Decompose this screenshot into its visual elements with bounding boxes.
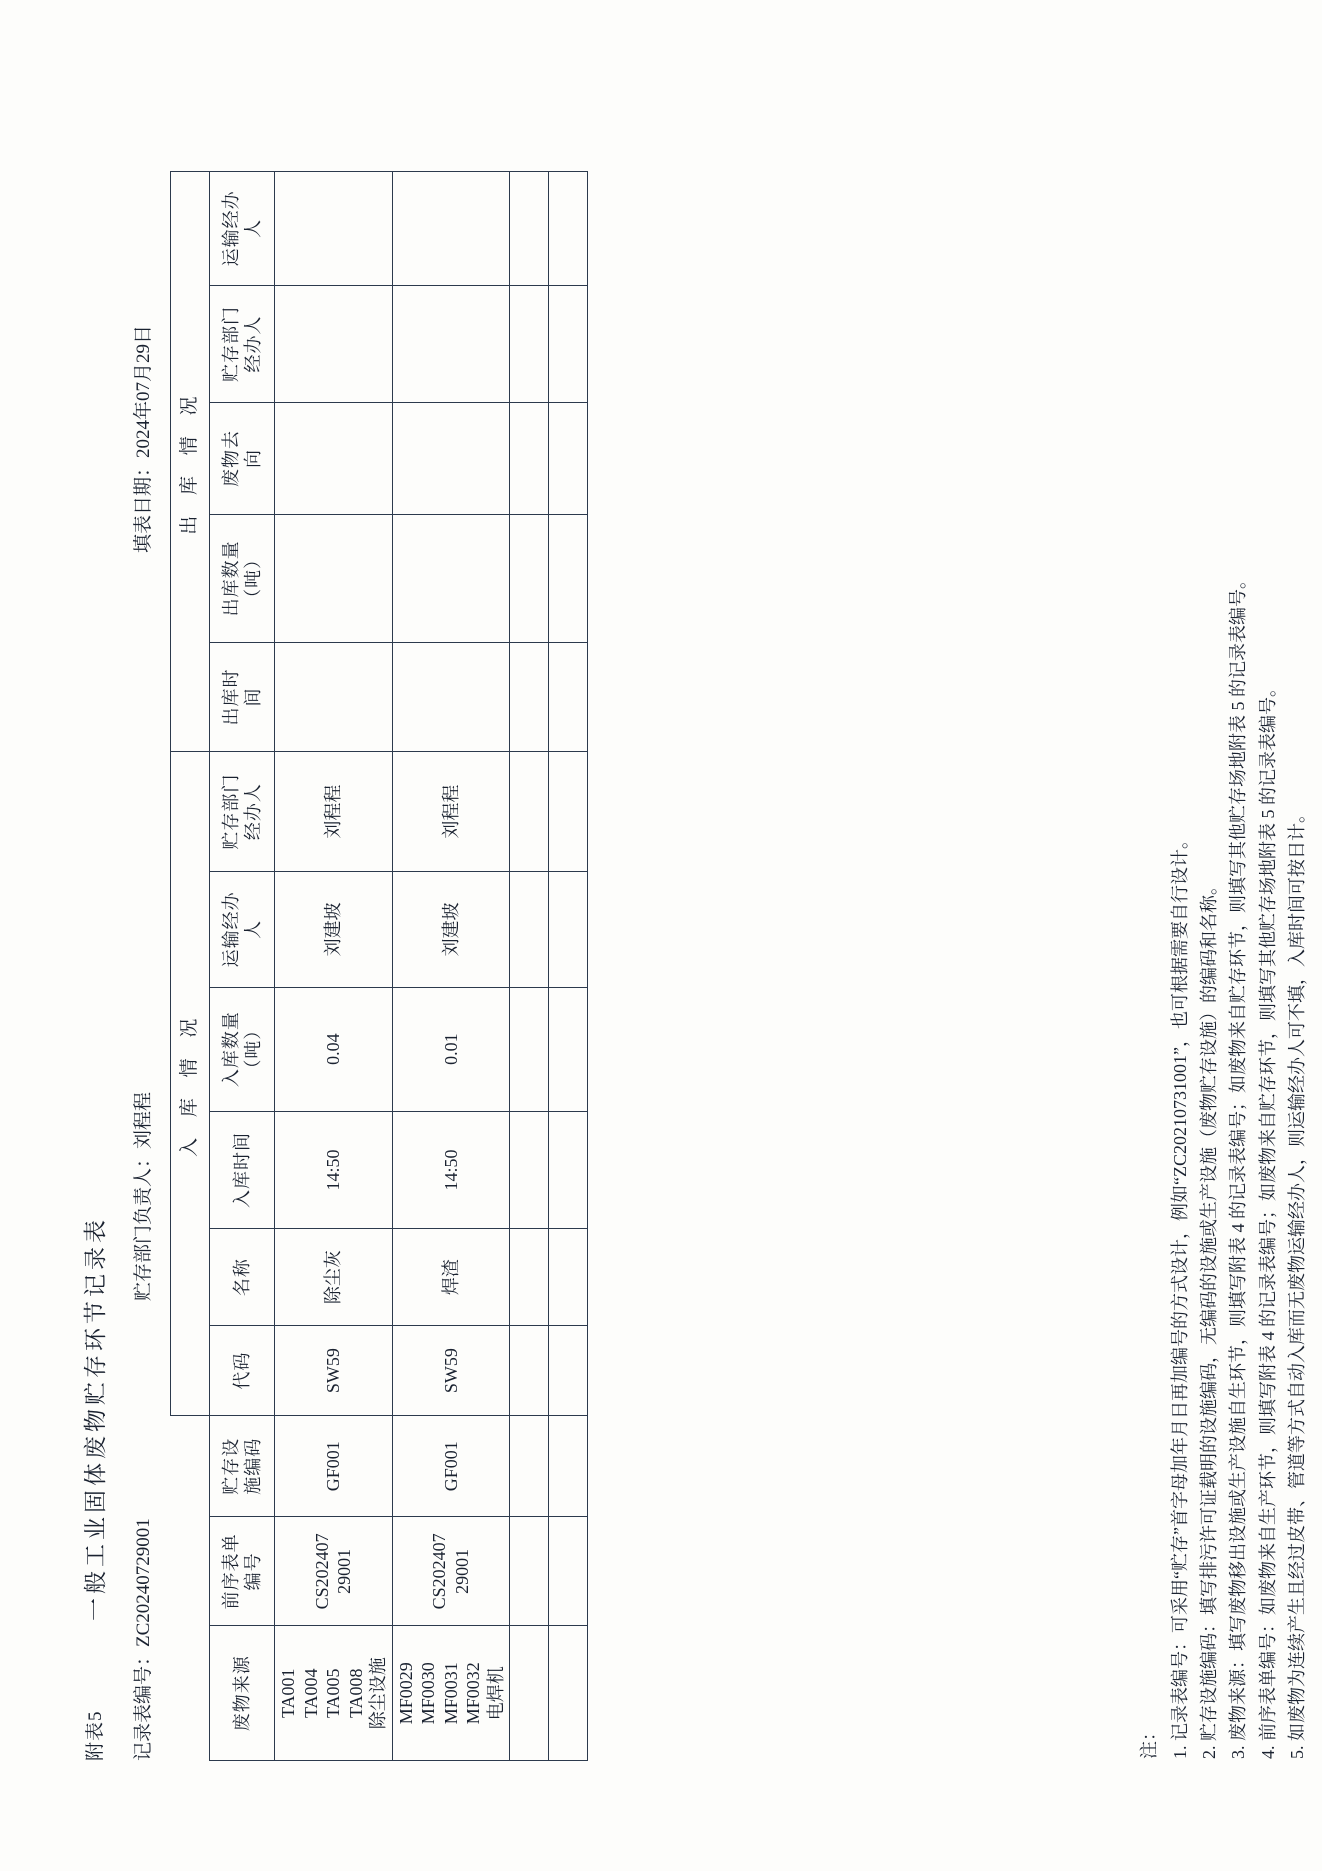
record-number: 记录表编号：ZC20240729001 (133, 1518, 154, 1761)
cell-in-qty (510, 987, 549, 1111)
cell-in-transport-op (510, 872, 549, 988)
cell-out-qty (549, 514, 588, 642)
cell-code (549, 1325, 588, 1415)
table-row (392, 172, 510, 1761)
th-in-time: 入库时间 (210, 1111, 275, 1229)
cell-prev-form-no (549, 1517, 588, 1626)
cell-out-dest (549, 403, 588, 514)
cell-out-dest (510, 403, 549, 514)
page-title: 一般工业固体废物贮存环节记录表 (83, 1216, 108, 1621)
cell-name: 除尘灰 (275, 1229, 393, 1326)
cell-code: SW59 (275, 1325, 393, 1415)
group-header-row (171, 172, 210, 1761)
cell-facility-code (549, 1416, 588, 1517)
cell-in-transport-op: 刘建坡 (275, 872, 393, 988)
cell-out-store-op (510, 285, 549, 403)
note-item: 3. 废物来源：填写废物移出设施或生产设施自生环节，则填写附表 4 的记录表编号；如废物来自贮存环节，则填写其他贮存场地附表 5 的记录表编号。 (1228, 571, 1249, 1759)
cell-code: SW59 (392, 1325, 510, 1415)
note-item: 1. 记录表编号：可采用“贮存”首字母加年月日再加编号的方式设计，例如“ZC20210731001”，也可根据需要自行设计。 (1170, 831, 1191, 1759)
th-out-store-op: 贮存部门 经办人 (210, 285, 275, 403)
th-facility-code: 贮存设 施编码 (210, 1416, 275, 1517)
th-in-transport-op: 运输经办 人 (210, 872, 275, 988)
th-out-transport-op: 运输经办 人 (210, 172, 275, 286)
cell-out-dest (275, 403, 393, 514)
cell-in-time (510, 1111, 549, 1229)
cell-source (510, 1626, 549, 1761)
cell-prev-form-no: CS202407 29001 (392, 1517, 510, 1626)
cell-name (510, 1229, 549, 1326)
cell-in-qty: 0.01 (392, 987, 510, 1111)
cell-facility-code: GF001 (275, 1416, 393, 1517)
cell-out-dest (392, 403, 510, 514)
cell-out-transport-op (275, 172, 393, 286)
note-item: 4. 前序表单编号：如废物来自生产环节，则填写附表 4 的记录表编号；如废物来自贮存环节，则填写其他贮存场地附表 5 的记录表编号。 (1257, 679, 1278, 1759)
note-item: 2. 贮存设施编码：填写排污许可证载明的设施编码，无编码的设施或生产设施（废物贮存设施）的编码和名称。 (1199, 877, 1220, 1759)
cell-out-store-op (275, 285, 393, 403)
fill-date: 填表日期：2024年07月29日 (133, 324, 154, 553)
cell-out-time (510, 642, 549, 751)
cell-source: TA001 TA004 TA005 TA008 除尘设施 (275, 1626, 393, 1761)
responsible-person: 贮存部门负责人：刘程程 (133, 1091, 154, 1301)
group-header-in-storage: 入 库 情 况 (171, 752, 210, 1416)
cell-in-time: 14:50 (275, 1111, 393, 1229)
th-name: 名称 (210, 1229, 275, 1326)
cell-in-store-op: 刘程程 (392, 752, 510, 872)
cell-in-transport-op: 刘建坡 (392, 872, 510, 988)
cell-facility-code (510, 1416, 549, 1517)
table-row (549, 172, 588, 1761)
th-out-time: 出库时 间 (210, 642, 275, 751)
group-header-spacer-2 (171, 1517, 210, 1626)
cell-out-time (275, 642, 393, 751)
cell-out-qty (392, 514, 510, 642)
cell-out-transport-op (510, 172, 549, 286)
th-out-qty: 出库数量 （吨） (210, 514, 275, 642)
cell-out-qty (510, 514, 549, 642)
cell-out-time (549, 642, 588, 751)
group-header-spacer (171, 1626, 210, 1761)
th-code: 代码 (210, 1325, 275, 1415)
cell-in-qty (549, 987, 588, 1111)
note-item: 5. 如废物为连续产生且经过皮带、管道等方式自动入库而无废物运输经办人，则运输经办人可不填，入库时间可按日计。 (1286, 805, 1307, 1759)
cell-in-store-op (549, 752, 588, 872)
th-prev-form-no: 前序表单 编号 (210, 1517, 275, 1626)
cell-out-time (392, 642, 510, 751)
cell-out-store-op (549, 285, 588, 403)
th-in-store-op: 贮存部门 经办人 (210, 752, 275, 872)
group-header-spacer-3 (171, 1416, 210, 1517)
th-out-dest: 废物去 向 (210, 403, 275, 514)
cell-name (549, 1229, 588, 1326)
group-header-out-storage: 出 库 情 况 (171, 172, 210, 752)
notes-section (1135, 119, 1312, 1759)
cell-in-qty: 0.04 (275, 987, 393, 1111)
notes-title: 注： (1139, 1723, 1159, 1759)
cell-source: MF0029 MF0030 MF0031 MF0032 电焊机 (392, 1626, 510, 1761)
header-meta-row (128, 71, 158, 1771)
column-header-row (210, 172, 275, 1761)
header-title-row (80, 71, 114, 1771)
cell-out-transport-op (392, 172, 510, 286)
cell-name: 焊渣 (392, 1229, 510, 1326)
cell-out-transport-op (549, 172, 588, 286)
cell-prev-form-no (510, 1517, 549, 1626)
cell-out-store-op (392, 285, 510, 403)
cell-out-qty (275, 514, 393, 642)
cell-source (549, 1626, 588, 1761)
table-row (510, 172, 549, 1761)
cell-in-time (549, 1111, 588, 1229)
cell-code (510, 1325, 549, 1415)
th-in-qty: 入库数量 （吨） (210, 987, 275, 1111)
table-row (275, 172, 393, 1761)
attachment-label: 附表5 (85, 1710, 106, 1761)
cell-in-store-op (510, 752, 549, 872)
cell-in-store-op: 刘程程 (275, 752, 393, 872)
notes-list (1166, 119, 1312, 1759)
cell-prev-form-no: CS202407 29001 (275, 1517, 393, 1626)
cell-in-transport-op (549, 872, 588, 988)
cell-facility-code: GF001 (392, 1416, 510, 1517)
storage-record-table (170, 171, 588, 1761)
cell-in-time: 14:50 (392, 1111, 510, 1229)
th-source: 废物来源 (210, 1626, 275, 1761)
